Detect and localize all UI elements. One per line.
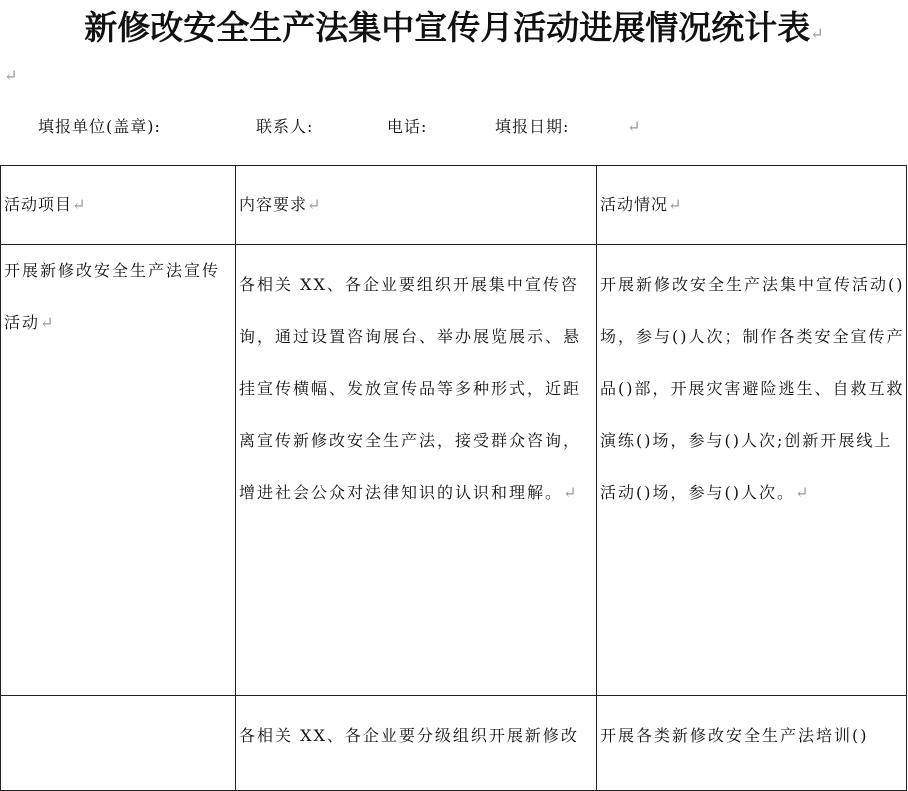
row-requirements-cell: 各相关 XX、各企业要组织开展集中宣传咨询，通过设置咨询展台、举办展览展示、悬挂宣传横幅、发放宣传品等多种形式，近距离宣传新修改安全生产法，接受群众咨询，增进社会公众对法律知识的认识和理解。↵ [236, 245, 597, 696]
unit-field-label: 填报单位(盖章): [38, 117, 161, 136]
row-project-cell [1, 696, 236, 791]
paragraph-mark-icon: ↵ [72, 195, 87, 214]
date-field-label: 填报日期: [495, 117, 570, 136]
header-cell-requirements: 内容要求↵ [236, 166, 597, 245]
row-status-cell: 开展新修改安全生产法集中宣传活动()场，参与()人次；制作各类安全宣传产品()部，开展灾害避险逃生、自救互救演练()场，参与()人次;创新开展线上活动()场，参与()人次。↵ [597, 245, 907, 696]
form-fields-line [38, 116, 641, 138]
contact-field-label: 联系人: [256, 117, 314, 136]
table-header-row [1, 166, 907, 245]
document-title: 新修改安全生产法集中宣传月活动进展情况统计表↵ [84, 8, 824, 47]
paragraph-mark-icon: ↵ [307, 195, 322, 214]
paragraph-mark-icon: ↵ [40, 313, 56, 332]
row-project-cell: 开展新修改安全生产法宣传活动↵ [1, 245, 236, 696]
row-requirements-cell: 各相关 XX、各企业要分级组织开展新修改 [236, 696, 597, 791]
paragraph-mark-icon: ↵ [810, 24, 824, 43]
row-status-cell: 开展各类新修改安全生产法培训() [597, 696, 907, 791]
paragraph-mark-icon: ↵ [627, 117, 642, 136]
paragraph-mark-icon: ↵ [668, 195, 683, 214]
header-cell-status: 活动情况↵ [597, 166, 907, 245]
paragraph-mark-icon: ↵ [563, 483, 579, 502]
paragraph-mark-icon: ↵ [794, 483, 811, 502]
phone-field-label: 电话: [387, 117, 428, 136]
header-cell-project: 活动项目↵ [1, 166, 236, 245]
table-row [1, 696, 907, 791]
statistics-table [0, 165, 907, 791]
table-row [1, 245, 907, 696]
paragraph-mark-icon: ↵ [4, 66, 18, 85]
